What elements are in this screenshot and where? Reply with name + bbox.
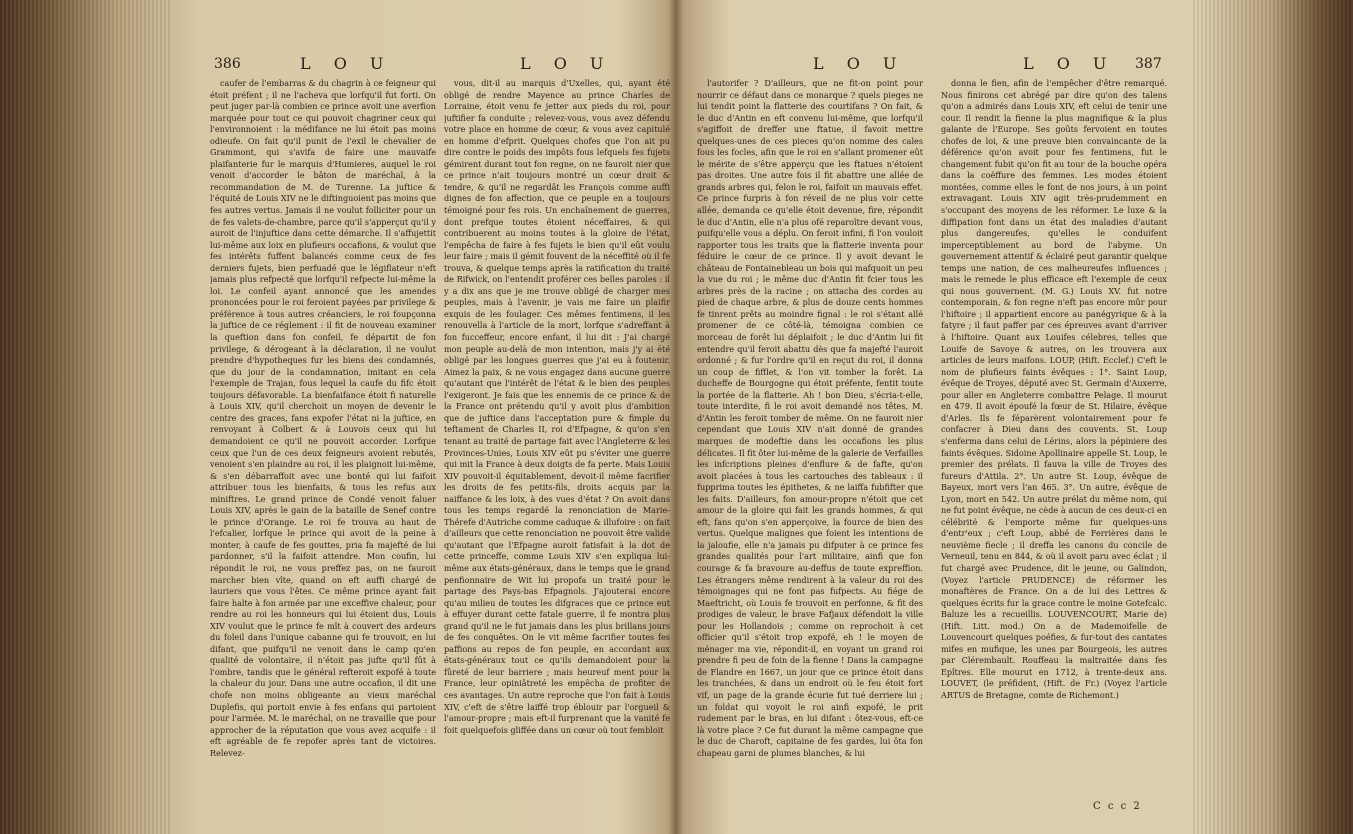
right-page [693, 50, 1173, 814]
left-page-edges [0, 0, 170, 834]
right-column-1-text: l'autorifer ? D'ailleurs, que ne fit-on point pour nourrir ce défaut dans ce monarque ? quels pieges ne lui tendit point la flatterie des courtifans ? On fait, & le duc d'Antin en eft convenu lui-même, que lorfqu'il s'agiffoit de dreffer une ftatue, il favoit mettre quelques-unes de ces pieces qu'on nomme des cales fous les focles, afin que le roi en s'allant promener eût le mérite de s'être apperçu que les ftatues n'étoient pas droites. Une autre fois il fit abattre une allée de grands arbres qui, felon le roi, faifoit un mauvais effet. Ce prince furpris à fon réveil de ne plus voir cette allée, demanda ce qu'elle étoit devenue, fire, répondit le duc d'Antin, elle n'a plus ofé reparoître devant vous, puifqu'elle vous a déplu. On feroit infini, fi l'on vouloit rapporter tous les traits que la flatterie inventa pour féduire le cœur de ce prince. Il y avoit devant le château de Fontainebleau un bois qui mafquoit un peu la vue du roi ; le même duc d'Antin fit fcier tous les arbres près de la racine ; on attacha des cordes au pied de chaque arbre, & plus de douze cents hommes fe tinrent prêts au moindre fignal : le roi s'étant allé promener de ce côté-là, témoigna combien ce morceau de forêt lui déplaifoit ; le duc d'Antin lui fit entendre qu'il feroit abattu dès que fa majefté l'auroit ordonné ; & fur l'ordre qu'il en reçut du roi, il donna un coup de fifflet, & l'on vit tomber la forêt. La ducheffe de Bourgogne qui étoit préfente, fentit toute la portée de la flatterie. Ah ! bon Dieu, s'écria-t-elle, toute interdite, fi le roi avoit demandé nos têtes, M. d'Antin les feroit tomber de même. On ne fauroit nier cependant que Louis XIV n'ait donné de grandes marques de modeftie dans les occafions les plus délicates. Il fit ôter lui-même de la galerie de Verfailles les infcriptions pleines d'enflure & de fafte, qu'on avoit placées à tous les cartouches des tableaux : il fupprima toutes les épithetes, & ne laiffa fubfifter que les faits. D'ailleurs, fon amour-propre n'étoit que cet amour de la gloire qui fait les grands hommes, & qui eft, fans qu'on s'en apperçoive, la fource de bien des vertus. Quelque malignes que foient les intentions de la jaloufie, elle n'a jamais pu difputer à ce prince fes grandes qualités pour l'art militaire, ainfi que fon courage & fa bravoure au-deffus de toute expreffion. Les étrangers même rendirent à la valeur du roi des témoignages qui ne font pas fufpects. Au fiége de Maeftricht, où Louis fe trouvoit en perfonne, & fit des prodiges de valeur, le brave Fafjaux défendoit la ville pour les Hollandois ; comme on reprochoit à cet officier qu'il s'étoit trop expofé, eh ! le moyen de ménager ma vie, répondit-il, en voyant un grand roi prendre fi peu de foin de la fienne ! Dans la campagne de Flandre en 1667, un jour que ce prince étoit dans les tranchées, & dans un endroit où le feu étoit fort vif, un page de la grande écurie fut tué derriere lui ; un foldat qui voyoit le roi ainfi expofé, le prit rudement par le bras, en lui difant : ôtez-vous, eft-ce là votre place ? Ce fut durant la même campagne que le duc de Charoft, capitaine de fes gardes, lui ôta fon chapeau garni de plumes blanches, & lui [697, 78, 923, 758]
right-head-title-1: L O U [813, 54, 906, 73]
right-page-number: 387 [1135, 56, 1162, 72]
right-head-title-2: L O U [1023, 54, 1116, 73]
left-column-2-text: vous, dit-il au marquis d'Uxelles, qui, ayant été obligé de rendre Mayence au prince Charles de Lorraine, étoit venu fe jetter aux pieds du roi, pour juftifier fa conduite ; relevez-vous, vous avez défendu votre place en homme de cœur, & vous avez capitulé en homme d'efprit. Quelques chofes que l'on ait pu dire contre le poids des impôts fous lefquels fes fujets gémirent durant tout fon regne, on ne fauroit nier que ce prince n'ait toujours montré un cœur droit & tendre, & qu'il ne regardât les François comme auffi dignes de fon affection, que ce peuple en a toujours témoigné pour fes rois. Un enchaînement de guerres, dont prefque toutes étoient néceffaires, & qui contribuerent au moins toutes à la gloire de l'état, l'empêcha de faire à fes fujets le bien qu'il eût voulu leur faire ; mais il gémit fouvent de la néceffité où il fe trouva, & quelque temps après la ratification du traité de Rifwick, on l'entendit proférer ces belles paroles : il y a dix ans que je me trouve obligé de charger mes peuples, mais à l'avenir, je vais me faire un plaifir exquis de les foulager. Ces mêmes fentimens, il les renouvella à l'article de la mort, lorfque s'adreffant à fon fucceffeur, encore enfant, il lui dit : J'ai chargé mon peuple au-delà de mon intention, mais j'y ai été obligé par les longues guerres que j'ai eu à foutenir. Aimez la paix, & ne vous engagez dans aucune guerre qu'autant que l'intérêt de l'état & le bien des peuples l'exigeront. Je fais que les ennemis de ce prince & de la France ont prétendu qu'il y avoit plus d'ambition que de juftice dans l'acceptation pure & fimple du teftament de Charles II, roi d'Efpagne, & qu'on s'en tenant au traité de partage fait avec l'Angleterre & les Provinces-Unies, Louis XIV eût pu s'éviter une guerre qui mit la France à deux doigts de fa perte. Mais Louis XIV pouvoit-il équitablement, devoit-il même facrifier les droits de fes petits-fils, droits acquis par la naiffance & les loix, à des vues d'état ? On avoit dans tous les temps regardé la renonciation de Marie-Thérefe d'Autriche comme caduque & illufoire : on fait d'ailleurs que cette renonciation ne pouvoit être valide qu'autant que l'Efpagne auroit fatisfait à la dot de cette princeffe, comme Louis XIV s'en expliqua lui-même aux états-généraux, dans le temps que le grand penfionnaire de Wit lui propofa un traité pour le partage des Pays-bas Efpagnols. J'ajouterai encore qu'au milieu de toutes les difgraces que ce prince eut à effuyer durant cette fatale guerre, il fe montra plus grand qu'il ne le fut jamais dans les plus brillans jours de fes conquêtes. On le vit même facrifier toutes fes paffions au repos de fon peuple, en accordant aux états-généraux tout ce qu'ils demandoient pour la fûreté de leur barriere ; mais heureuf ment pour la France, leur opiniâtreté les empêcha de profiter de ces avantages. Un autre reproche que l'on fait à Louis XIV, c'eft de s'être laiffé trop éblouir par l'orgueil & l'amour-propre ; mais eft-il furprenant que la vanité fe foit quelquefois gliffée dans un cœur où tout fembloit [444, 78, 670, 735]
left-page [200, 50, 668, 814]
left-column-2 [444, 78, 670, 818]
signature-mark: C c c 2 [1093, 801, 1142, 812]
right-page-edges [1193, 0, 1353, 834]
right-column-2 [941, 78, 1167, 806]
left-column-1-text: caufer de l'embarras & du chagrin à ce feigneur qui étoit préfent ; il ne l'acheva que lorfqu'il fut forti. On peut juger par-là combien ce prince avoit une averfion marquée pour tout ce qui pouvoit chagriner ceux qui l'environnoient : la médifance ne lui étoit pas moins odieufe. On fait qu'il punit de l'exil le chevalier de Grammont, qui s'avifa de faire une mauvaife plaifanterie fur le marquis d'Humieres, auquel le roi venoit d'accorder le bâton de maréchal, à la recommandation de M. de Turenne. La juftice & l'équité de Louis XIV ne le diftinguoient pas moins que fes autres vertus. Jamais il ne voulut folliciter pour un de fes valets-de-chambre, parce qu'il s'apperçut qu'il y auroit de l'injuftice dans cette démarche. Il s'affujettit lui-même aux loix en plufieurs occafions, & voulut que fes intérêts fuffent balancés comme ceux de fes derniers fujets, bien perfuadé que le légiflateur n'eft jamais plus refpecté que lorfqu'il refpecte lui-même la loi. Le confeil ayant annoncé que les amendes prononcées pour le roi feroient payées par privilege & préférence à tous autres créanciers, le roi foupçonna la juftice de ce réglement : il fit de nouveau examiner la queftion dans fon confeil, fe départit de fon privilege, & dérogeant à la déclaration, il ne voulut prendre d'hypotheques fur les biens des condamnés, que du jour de la condamnation, imitant en cela l'exemple de Trajan, fous lequel la caufe du fifc étoit toujours défavorable. La bienfaifance étoit fi naturelle à Louis XIV, qu'il cherchoit un moyen de devenir le centre des graces, fans expofer l'état ni la juftice, en renvoyant à Colbert & à Louvois ceux qui lui demandoient ce qu'il ne pouvoit accorder. Lorfque ceux que l'un de ces deux feigneurs avoient rebutés, venoient s'en plaindre au roi, il les plaignoit lui-même, & s'en débarraffoit avec une bonté qui lui faifoit attribuer tous les bienfaits, & tous les refus aux miniftres. Le grand prince de Condé venoit faluer Louis XIV, après le gain de la bataille de Senef contre le prince d'Orange. Le roi fe trouva au haut de l'efcalier, lorfque le prince qui avoit de la peine à monter, à caufe de fes gouttes, pria fa majefté de lui pardonner, s'il la faifoit attendre. Mon coufin, lui répondit le roi, ne vous preffez pas, on ne fauroit marcher bien vîte, quand on eft auffi chargé de lauriers que vous l'êtes. Ce même prince ayant fait faire halte à fon armée par une exceffive chaleur, pour rendre au roi les honneurs qui lui étoient dus, Louis XIV voulut que le prince fe mît à couvert des ardeurs du foleil dans l'unique cabanne qui fe trouvoit, en lui difant, que puifqu'il ne venoit dans le camp qu'en qualité de volontaire, il n'étoit pas jufte qu'il fût à l'ombre, tandis que le général refteroit expofé à toute la chaleur du jour. Dans une autre occafion, il dit une chofe non moins obligeante au vieux maréchal Duplefis, qui portoit envie à fes enfans qui partoient pour l'armée. M. le maréchal, on ne travaille que pour approcher de la réputation que vous avez acquife : il eft agréable de fe repofer après tant de victoires. Relevez- [210, 78, 436, 758]
left-head-title-1: L O U [300, 54, 393, 73]
left-column-1 [210, 78, 436, 818]
right-column-1 [697, 78, 923, 818]
right-column-2-text: donna le fien, afin de l'empêcher d'être remarqué. Nous finirons cet abrégé par dire qu'on des talens qu'on a admirés dans Louis XIV, eft celui de tenir une cour. Il rendit la fienne la plus magnifique & la plus galante de l'Europe. Ses goûts fervoient en toutes chofes de loi, & une preuve bien convaincante de la déférence qu'on avoit pour fes fentimens, fut le changement fubit qu'on fit au tour de la bouche opéra dans la coëffure des femmes. Les modes étoient montées, comme elles le font de nos jours, à un point extravagant. Louis XIV agit très-prudemment en s'occupant des moyens de les réformer. Le luxe & la diffipation font dans un état des maladies d'autant plus dangereufes, qu'elles le conduifent imperceptiblement au bord de l'abyme. Un gouvernement attentif & éclairé peut garantir quelque temps une nation, de ces malheureufes influences ; mais le remede le plus efficace eft l'exemple de ceux qui nous gouvernent. (M. G.) Louis XV. fut notre contemporain, & fon regne n'eft pas encore mûr pour l'hiftoire ; il appartient encore au panégyrique & à la fatyre ; il faut paffer par ces épreuves avant d'arriver à l'hiftoire. Quant aux Louifes célebres, telles que Louife de Savoye & autres, on les trouvera aux articles de leurs maifons. LOUP, (Hift. Ecclef.) C'eft le nom de plufieurs faints évêques : 1°. Saint Loup, évêque de Troyes, député avec St. Germain d'Auxerre, pour aller en Angleterre combattre Pelage. Il mourut en 479. Il avoit époufé la fœur de St. Hilaire, évêque d'Arles. Ils fe féparèrent volontairement pour fe confacrer à Dieu dans des couvents. St. Loup s'enferma dans celui de Lérins, alors la pépiniere des faints évêques. Sidoine Apollinaire appelle St. Loup, le premier des prélats. Il fauva la ville de Troyes des fureurs d'Attila. 2°. Un autre St. Loup, évêque de Bayeux, mort vers l'an 465. 3°. Un autre, évêque de Lyon, mort en 542. Un autre prélat du même nom, qui ne fut point évêque, ne cède à aucun de ces deux-ci en célébrité & l'emporte même fur quelques-uns d'entr'eux ; c'eft Loup, abbé de Ferrières dans le neuvième fiecle ; il dreffa les canons du concile de Verneuil, tenu en 844, & où il avoit paru avec éclat ; il fut chargé avec Prudence, dit le jeune, ou Galindon, (Voyez l'article PRUDENCE) de réformer les monaftères de France. On a de lui des Lettres & quelques écrits fur la grace contre le moine Gotefcalc. Baluze les a recueillis. LOUVENCOURT, Marie de) (Hift. Litt. mod.) On a de Mademoifelle de Louvencourt quelques poéfies, & fur-tout des cantates mifes en mufique, les unes par Bourgeois, les autres par Clérembault. Rouffeau la maltraitée dans fes Epîtres. Elle mourut en 1712, à trente-deux ans. LOUVET, (le préfident, (Hift. de Fr.) (Voyez l'article ARTUS de Bretagne, comte de Richemont.) [941, 78, 1167, 700]
left-head-title-2: L O U [520, 54, 613, 73]
left-page-number: 386 [214, 56, 241, 72]
